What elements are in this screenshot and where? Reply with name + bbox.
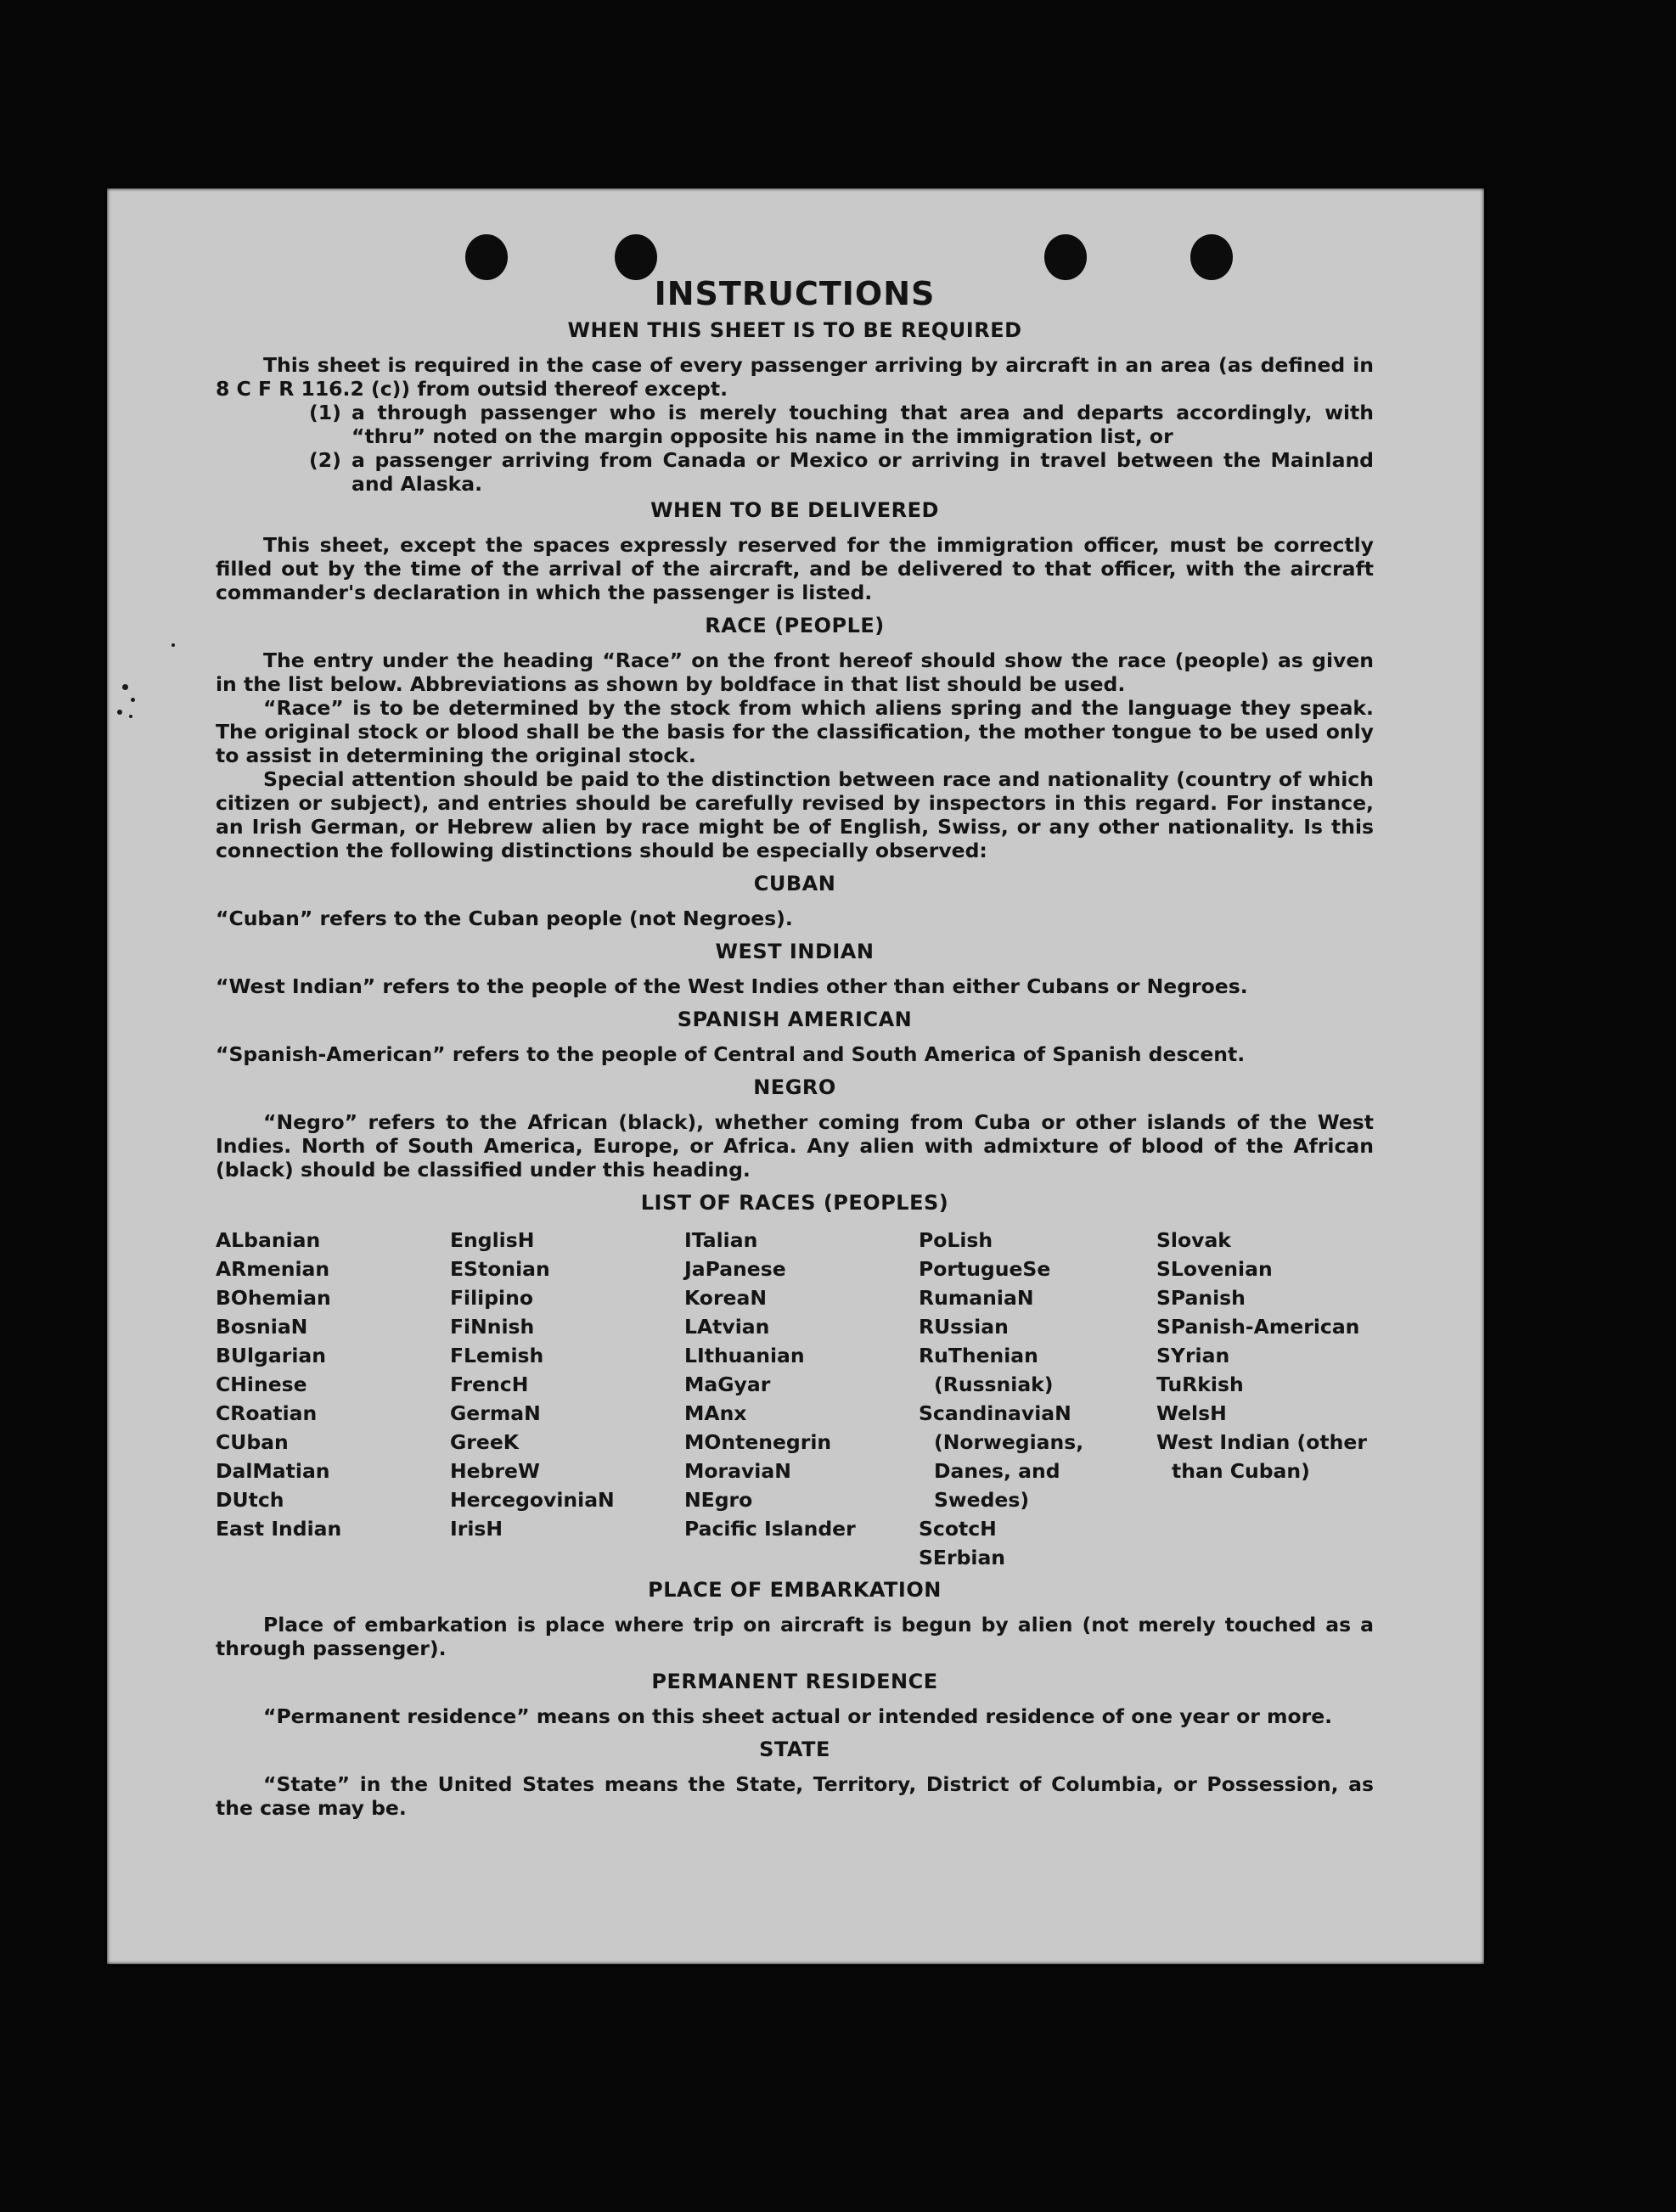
race-entry: BosniaN [216,1315,308,1339]
section-heading: STATE [759,1738,830,1761]
section-heading: RACE (PEOPLE) [705,614,885,637]
race-entry: Pacific Islander [684,1517,856,1541]
race-entry: HebreW [450,1459,540,1483]
paragraph: “Race” is to be determined by the stock from which aliens spring and the language they speak. The original stock or blood shall be the basis for the classification, the mother tongue to be used only to assist in determining the original stock. [216,696,1374,767]
race-entry: MoraviaN [684,1459,791,1483]
race-entry: ScandinaviaN (Norwegians, Danes, and Swedes) [919,1401,1084,1512]
paragraph: “Cuban” refers to the Cuban people (not Negroes). [216,907,793,930]
section-heading: PERMANENT RESIDENCE [651,1670,938,1693]
races-column [216,1226,450,1572]
races-column [1156,1226,1374,1572]
race-entry: NEgro [684,1488,753,1512]
race-entry: LAtvian [684,1315,770,1339]
item-number: (1) [309,401,341,424]
paragraph: “State” in the United States means the State, Territory, District of Columbia, or Possession, as the case may be. [216,1772,1374,1820]
ink-speck [131,698,135,702]
section-heading: CUBAN [753,872,836,895]
race-entry: MaGyar [684,1373,771,1396]
paragraph: This sheet, except the spaces expressly reserved for the immigration officer, must be correctly filled out by the time of the arrival of the aircraft, and be delivered to that officer, with the aircraft commander's declaration in which the passenger is listed. [216,533,1374,604]
paragraph: “Negro” refers to the African (black), whether coming from Cuba or other islands of the West Indies. North of South America, Europe, or Africa. Any alien with admixture of blood of the African (black) should be classified under this heading. [216,1110,1374,1182]
race-entry: WelsH [1156,1401,1227,1425]
section-heading: WHEN TO BE DELIVERED [650,498,939,522]
race-entry: LIthuanian [684,1344,805,1367]
race-entry: TuRkish [1156,1373,1244,1396]
race-entry: FiNnish [450,1315,535,1339]
race-entry: HercegoviniaN [450,1488,615,1512]
paragraph: The entry under the heading “Race” on the front hereof should show the race (people) as given in the list below. Abbreviations as shown by boldface in that list should be used. [216,648,1374,696]
section-heading: SPANISH AMERICAN [677,1008,913,1031]
race-entry: CHinese [216,1373,307,1396]
document-sheet [107,188,1484,1964]
race-entry: FLemish [450,1344,544,1367]
race-entry: FrencH [450,1373,529,1396]
item-text: a through passenger who is merely touching that area and departs accordingly, with “thru” noted on the margin opposite his name in the immigration list, or [352,401,1374,448]
ink-speck [129,715,132,718]
race-entry: SPanish-American [1156,1315,1360,1339]
item-number: (2) [309,448,341,472]
instructions-content [216,273,1374,1820]
race-entry: ITalian [684,1228,758,1252]
race-entry: DalMatian [216,1459,330,1483]
exception-item [216,401,1374,448]
race-entry: RUssian [919,1315,1009,1339]
race-entry: West Indian (other than Cuban) [1156,1430,1367,1483]
race-entry: PoLish [919,1228,993,1252]
race-entry: IrisH [450,1517,503,1541]
race-entry: DUtch [216,1488,284,1512]
race-entry: Slovak [1156,1228,1231,1252]
section-heading: WHEN THIS SHEET IS TO BE REQUIRED [567,318,1022,342]
race-entry: SYrian [1156,1344,1230,1367]
race-entry: RuThenian (Russniak) [919,1344,1054,1396]
race-entry: GreeK [450,1430,519,1454]
races-list [216,1226,1374,1572]
paragraph: Special attention should be paid to the distinction between race and nationality (country of which citizen or subject), and entries should be carefully revised by inspectors in this regard. For instance, an Irish German, or Hebrew alien by race might be of English, Swiss, or any other nationality. Is this connection the following distinctions should be especially observed: [216,767,1374,862]
race-entry: GermaN [450,1401,541,1425]
race-entry: SErbian [919,1546,1006,1569]
paragraph: This sheet is required in the case of every passenger arriving by aircraft in an area (as defined in 8 C F R 116.2 (c)) from outsid thereof except. [216,353,1374,401]
race-entry: ALbanian [216,1228,321,1252]
race-entry: JaPanese [684,1257,786,1281]
race-entry: CUban [216,1430,289,1454]
paragraph: Place of embarkation is place where trip on aircraft is begun by alien (not merely touched as a through passenger). [216,1613,1374,1660]
ink-speck [117,710,122,715]
ink-speck [122,684,128,690]
exception-item [216,448,1374,496]
paragraph: “Spanish-American” refers to the people of Central and South America of Spanish descent. [216,1042,1246,1066]
race-entry: ARmenian [216,1257,330,1281]
section-heading: LIST OF RACES (PEOPLES) [640,1191,949,1215]
paragraph: “Permanent residence” means on this sheet actual or intended residence of one year or more. [263,1704,1333,1728]
race-entry: BOhemian [216,1286,331,1310]
race-entry: MOntenegrin [684,1430,832,1454]
race-entry: SPanish [1156,1286,1246,1310]
races-column [919,1226,1156,1572]
section-heading: PLACE OF EMBARKATION [648,1578,942,1602]
ink-speck [172,643,175,647]
races-column [450,1226,684,1572]
paragraph: “West Indian” refers to the people of the West Indies other than either Cubans or Negroes. [216,974,1248,998]
race-entry: KoreaN [684,1286,767,1310]
section-heading: NEGRO [753,1075,836,1099]
race-entry: EStonian [450,1257,550,1281]
race-entry: ScotcH [919,1517,997,1541]
race-entry: East Indian [216,1517,342,1541]
race-entry: EnglisH [450,1228,535,1252]
page-title: INSTRUCTIONS [654,275,936,312]
race-entry: Filipino [450,1286,533,1310]
race-entry: RumaniaN [919,1286,1034,1310]
race-entry: MAnx [684,1401,747,1425]
race-entry: SLovenian [1156,1257,1273,1281]
races-column [684,1226,919,1572]
race-entry: BUlgarian [216,1344,326,1367]
race-entry: PortugueSe [919,1257,1051,1281]
item-text: a passenger arriving from Canada or Mexico or arriving in travel between the Mainland and Alaska. [352,448,1374,496]
section-heading: WEST INDIAN [715,940,875,963]
race-entry: CRoatian [216,1401,318,1425]
